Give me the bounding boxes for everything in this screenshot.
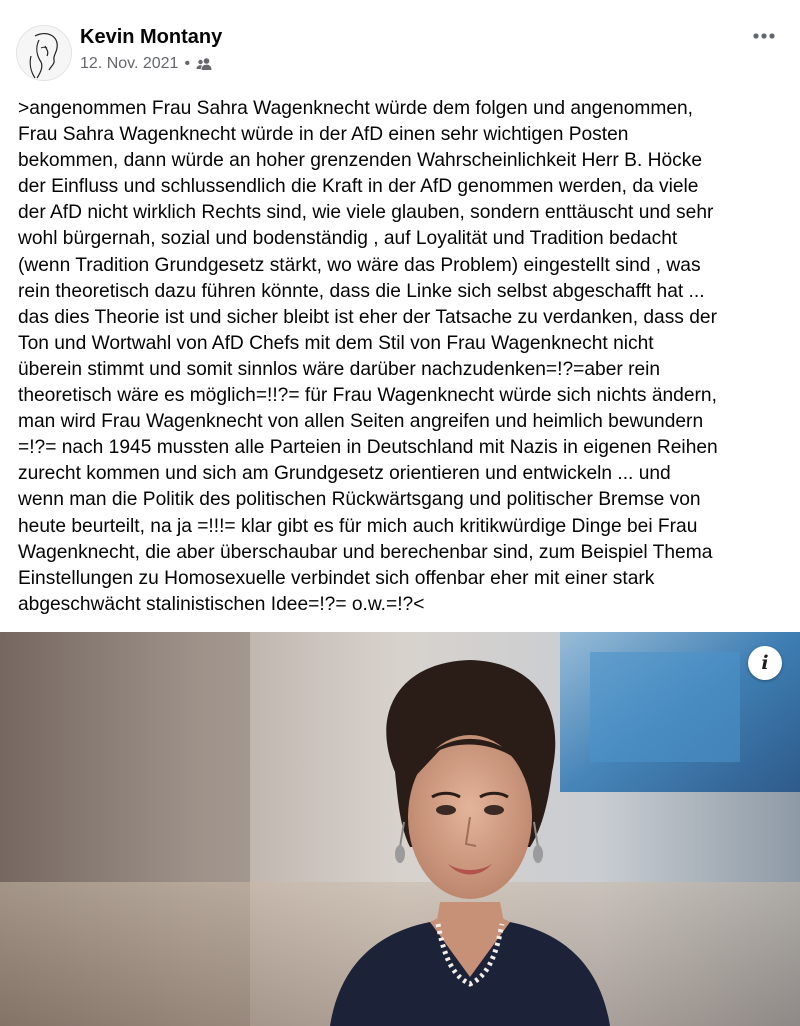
portrait-photo-illustration [0, 632, 800, 1026]
info-icon[interactable]: i [748, 646, 782, 680]
more-options-icon [753, 33, 775, 39]
avatar-sketch-icon [17, 26, 71, 80]
post-text: >angenommen Frau Sahra Wagenknecht würde dem folgen und angenommen, Frau Sahra Wagenknecht würde in der AfD einen sehr wichtigen Posten bekommen, dann würde an hoher grenzenden Wahrscheinlichkeit Herr B. Höcke der Einfluss und schlussendlich die Kraft in der AfD genommen werden, da viele der AfD nicht wirklich Rechts sind, wie viele glauben, sondern enttäuscht und sehr wohl bürgernah, sozial und bodenständig , auf Loyalität und Tradition bedacht (wenn Tradition Grundgesetz stärkt, wo wäre das Problem) eingestellt sind , was rein theoretisch dazu führen könnte, dass die Linke sich selbst abgeschafft hat ... das dies Theorie ist und sicher bleibt ist eher der Tatsache zu verdanken, dass der Ton und Wortwahl von AfD Chefs mit dem Stil von Frau Wagenknecht nicht überein stimmt und somit sinnlos wäre darüber nachzudenken=!?=aber rein theoretisch wäre es möglich=!!?= für Frau Wagenknecht würde sich nichts ändern, man wird Frau Wagenknecht von allen Seiten angreifen und heimlich bewundern =!?= nach 1945 mussten alle Parteien in Deutschland mit Nazis in eigenen Reihen zurecht kommen und sich am Grundgesetz orientieren und entwickeln ... und wenn man die Politik des politischen Rückwärtsgang und politischer Bremse von heute beurteilt, na ja =!!!= klar gibt es für mich auch kritikwürdige Dinge bei Frau Wagenknecht, die aber überschaubar und berechenbar sind, zum Beispiel Thema Einstellungen zu Homosexuelle verbindet sich offenbar eher mit einer stark abgeschwächt stalinistischen Idee=!?= o.w.=!?< [18, 98, 718, 615]
more-options-button[interactable] [748, 24, 780, 48]
friends-icon[interactable] [196, 57, 212, 71]
post-date[interactable]: 12. Nov. 2021 [80, 55, 179, 72]
author-name[interactable]: Kevin Montany [80, 26, 223, 48]
post-photo[interactable] [0, 632, 800, 1026]
author-avatar[interactable] [16, 25, 72, 81]
post-header [0, 0, 800, 90]
meta-separator: • [184, 55, 191, 72]
post-meta [80, 55, 212, 73]
